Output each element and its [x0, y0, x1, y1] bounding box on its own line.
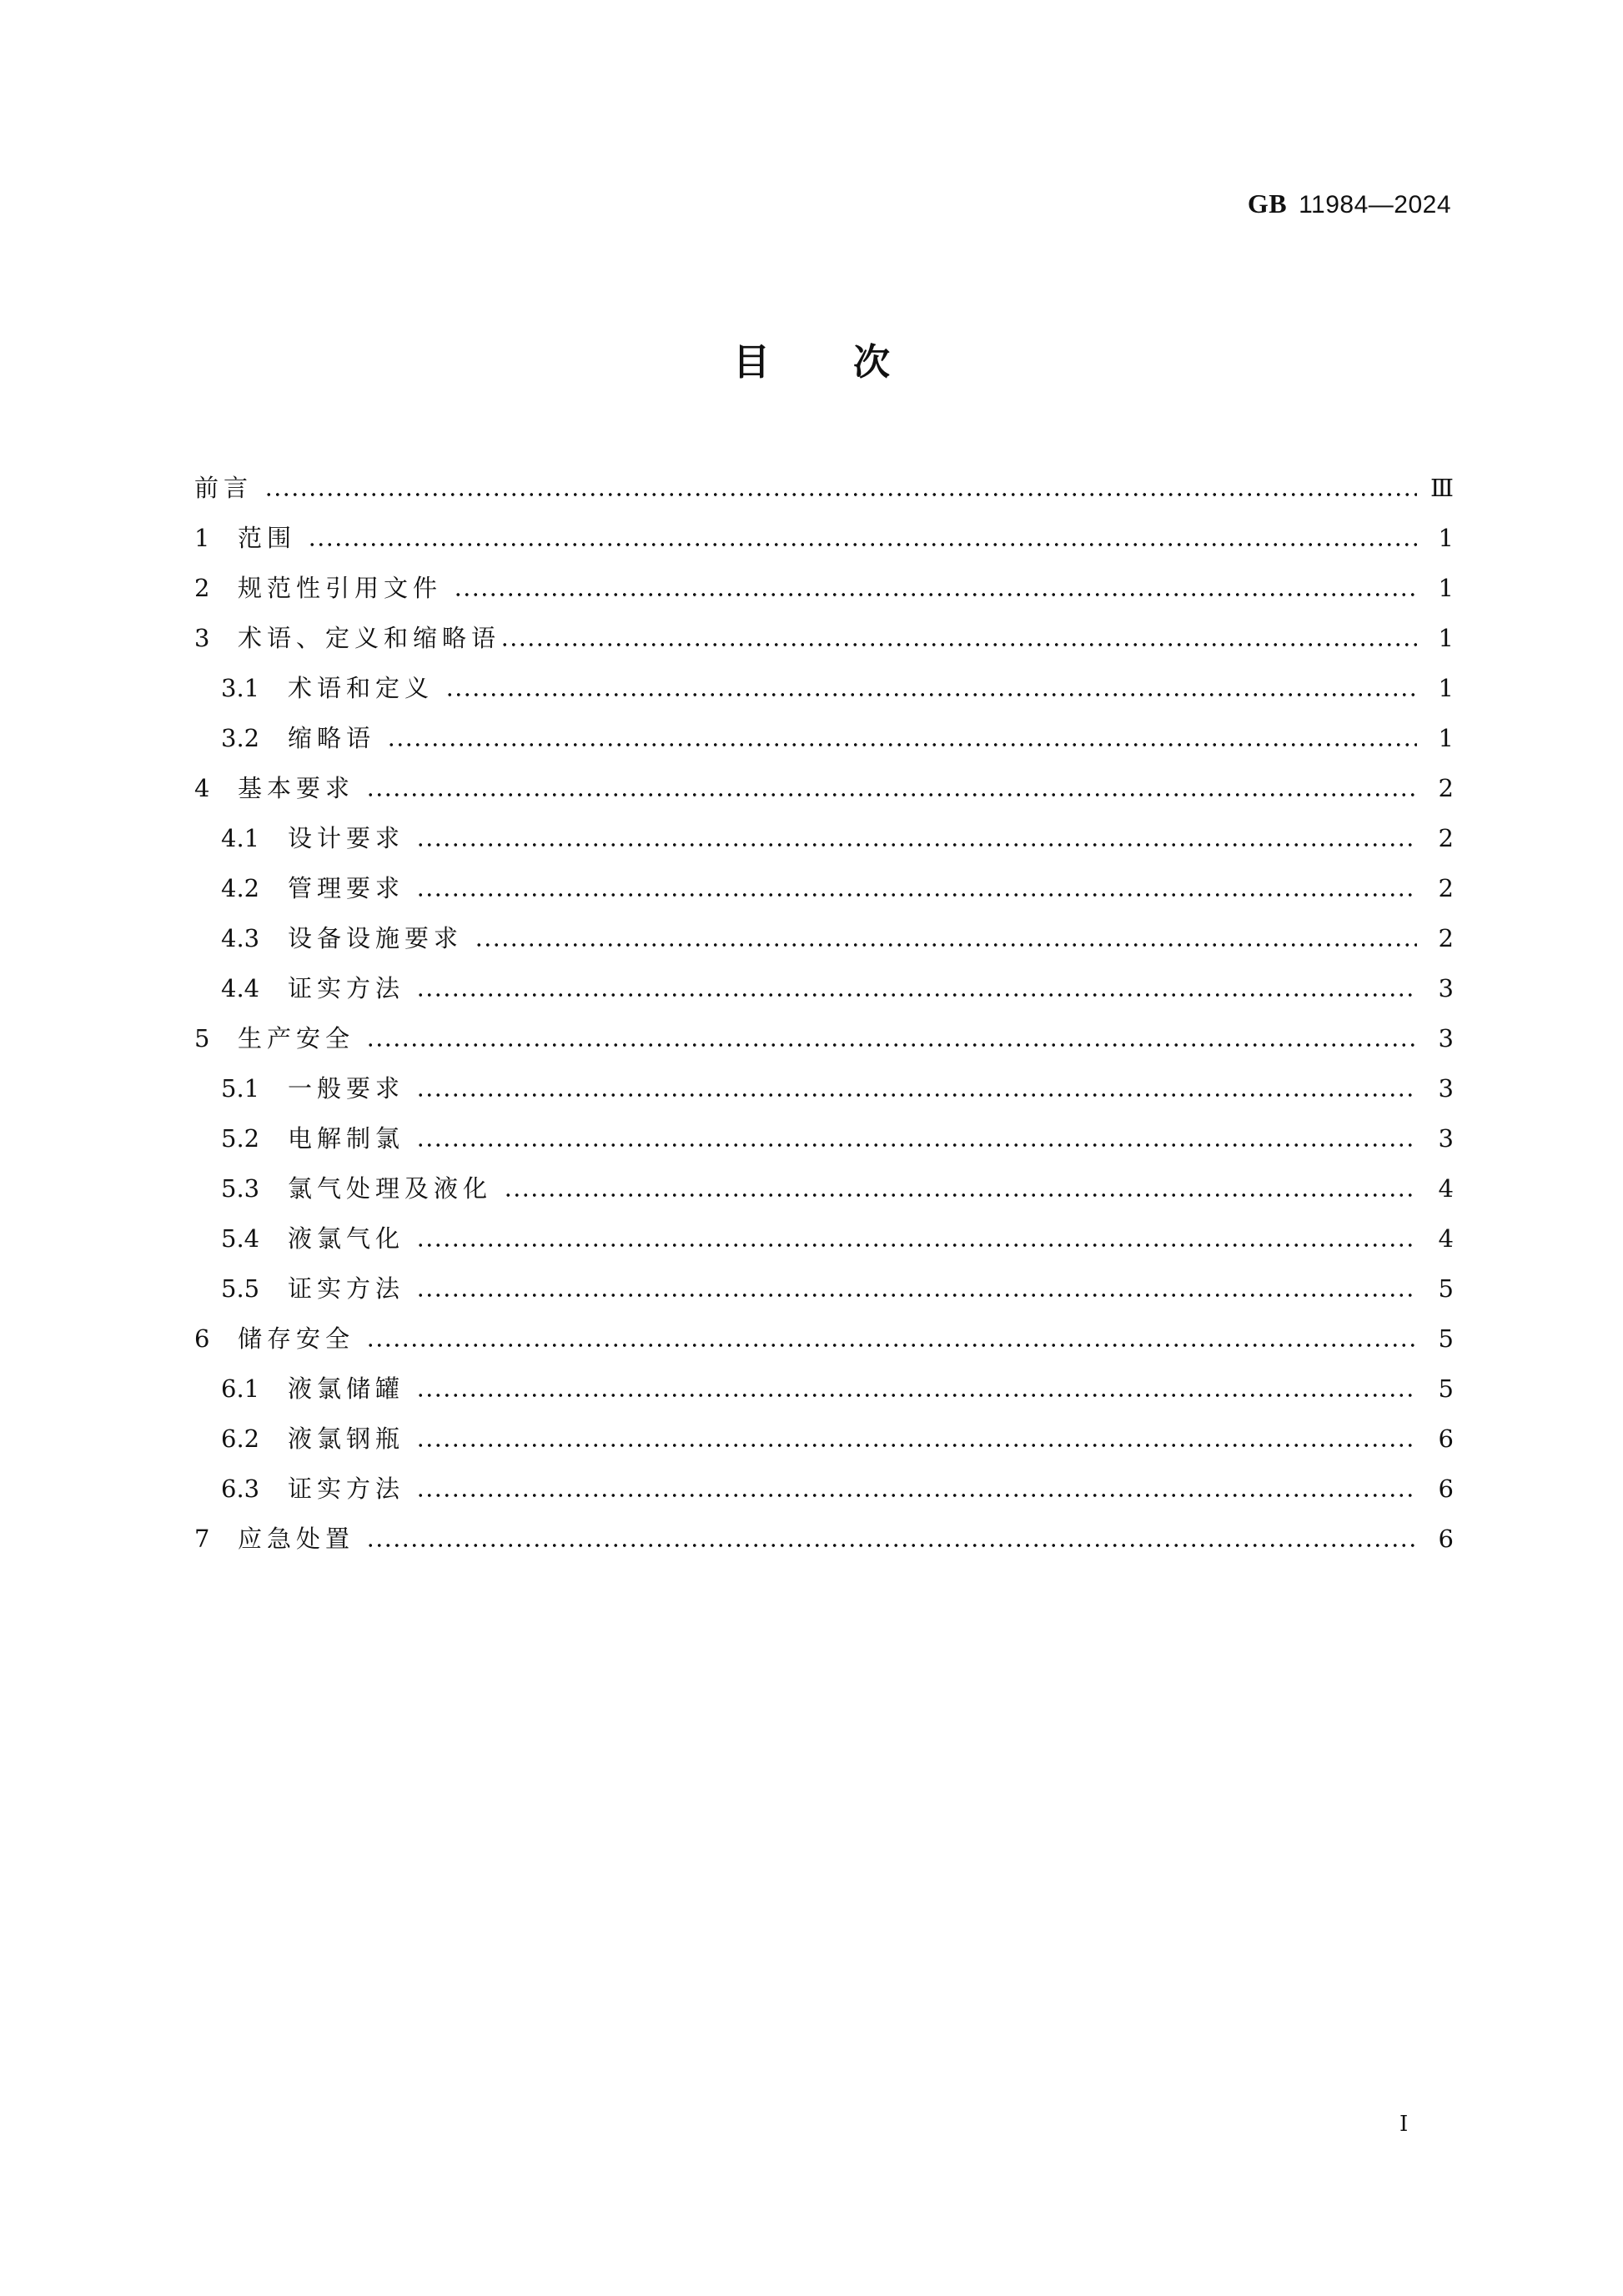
dot-leader	[416, 1093, 1417, 1097]
toc-entry-number: 5.2	[221, 1124, 260, 1153]
dot-leader	[475, 943, 1417, 947]
toc-entry-label: 术语、定义和缩略语	[238, 624, 501, 652]
dot-leader	[416, 1444, 1417, 1447]
toc-entry-5-1[interactable]	[194, 1063, 1454, 1113]
toc-entry-number: 6.3	[221, 1475, 260, 1503]
toc-entry-page: 2	[1438, 924, 1454, 952]
toc-entry-page: 6	[1438, 1525, 1454, 1553]
toc-entry-5-4[interactable]	[194, 1213, 1454, 1264]
toc-entry-number: 3.1	[221, 674, 260, 702]
table-of-contents	[194, 463, 1454, 1564]
toc-entry-label: 证实方法	[288, 974, 405, 1002]
toc-entry-number: 4.2	[221, 874, 260, 902]
toc-entry-page: 1	[1438, 674, 1454, 702]
toc-entry-3-2[interactable]	[194, 713, 1454, 763]
toc-entry-page: 1	[1438, 624, 1454, 652]
toc-entry-2[interactable]	[194, 563, 1454, 613]
toc-entry-label: 基本要求	[238, 774, 355, 802]
dot-leader	[445, 693, 1417, 696]
page-title: 目次	[733, 341, 973, 384]
toc-entry-1[interactable]	[194, 513, 1454, 563]
toc-entry-label: 氯气处理及液化	[288, 1174, 493, 1203]
toc-entry-label: 电解制氯	[288, 1124, 405, 1153]
dot-leader	[416, 843, 1417, 847]
toc-entry-number: 7	[194, 1525, 210, 1553]
toc-entry-number: 3.2	[221, 724, 260, 752]
dot-leader	[416, 1494, 1417, 1497]
dot-leader	[416, 893, 1417, 897]
toc-entry-page: 3	[1438, 1074, 1454, 1103]
toc-entry-number: 6	[194, 1324, 210, 1353]
toc-entry-number: 1	[194, 524, 210, 552]
toc-entry-label: 规范性引用文件	[238, 574, 443, 602]
toc-entry-number: 3	[194, 624, 210, 652]
dot-leader	[416, 1143, 1417, 1147]
toc-entry-5[interactable]	[194, 1013, 1454, 1063]
toc-entry-label: 设备设施要求	[288, 924, 464, 952]
dot-leader	[416, 1243, 1417, 1247]
toc-entry-label: 液氯气化	[288, 1224, 405, 1253]
toc-entry-page: 5	[1438, 1274, 1454, 1303]
toc-entry-page: 6	[1438, 1424, 1454, 1453]
dot-leader	[416, 1294, 1417, 1297]
toc-entry-5-3[interactable]	[194, 1163, 1454, 1213]
toc-entry-5-2[interactable]	[194, 1113, 1454, 1163]
toc-entry-number: 5.5	[221, 1274, 260, 1303]
toc-entry-label: 管理要求	[288, 874, 405, 902]
toc-entry-number: 4.3	[221, 924, 260, 952]
toc-entry-3[interactable]	[194, 613, 1454, 663]
toc-entry-6-1[interactable]	[194, 1364, 1454, 1414]
dot-leader	[500, 643, 1417, 646]
standard-prefix: GB	[1247, 188, 1288, 219]
toc-entry-page: 5	[1438, 1324, 1454, 1353]
dot-leader	[387, 743, 1417, 746]
toc-entry-6-3[interactable]	[194, 1464, 1454, 1514]
footer-page-number: I	[1399, 2112, 1409, 2137]
dot-leader	[366, 1344, 1417, 1347]
toc-entry-6[interactable]	[194, 1314, 1454, 1364]
toc-entry-4-4[interactable]	[194, 963, 1454, 1013]
toc-entry-4-2[interactable]	[194, 863, 1454, 913]
toc-entry-page: 2	[1438, 874, 1454, 902]
toc-entry-label: 证实方法	[288, 1274, 405, 1303]
dot-leader	[366, 793, 1417, 796]
toc-entry-page: 3	[1438, 1124, 1454, 1153]
toc-entry-number: 5	[194, 1024, 210, 1053]
toc-entry-number: 5.3	[221, 1174, 260, 1203]
toc-entry-page: 2	[1438, 824, 1454, 852]
toc-entry-label: 证实方法	[288, 1475, 405, 1503]
dot-leader	[366, 1043, 1417, 1047]
toc-entry-4-1[interactable]	[194, 813, 1454, 863]
dot-leader	[504, 1193, 1417, 1197]
toc-entry-label: 液氯储罐	[288, 1374, 405, 1403]
toc-entry-label: 液氯钢瓶	[288, 1424, 405, 1453]
toc-entry-number: 5.1	[221, 1074, 260, 1103]
toc-entry-label: 一般要求	[288, 1074, 405, 1103]
toc-entry-number: 2	[194, 574, 210, 602]
toc-entry-page: 3	[1438, 974, 1454, 1002]
toc-entry-7[interactable]	[194, 1514, 1454, 1564]
standard-number: 11984—2024	[1299, 191, 1451, 219]
dot-leader	[416, 993, 1417, 997]
toc-entry-page: 1	[1438, 724, 1454, 752]
toc-entry-number: 4.1	[221, 824, 260, 852]
toc-entry-label: 缩略语	[288, 724, 376, 752]
toc-entry-number: 4.4	[221, 974, 260, 1002]
dot-leader	[308, 543, 1417, 546]
toc-entry-label: 应急处置	[238, 1525, 355, 1553]
toc-entry-page: 1	[1438, 574, 1454, 602]
toc-entry-label: 术语和定义	[288, 674, 435, 702]
toc-entry-number: 5.4	[221, 1224, 260, 1253]
toc-entry-page: 6	[1438, 1475, 1454, 1503]
toc-entry-page: Ⅲ	[1430, 474, 1454, 502]
toc-entry-label: 设计要求	[288, 824, 405, 852]
dot-leader	[264, 493, 1417, 496]
toc-entry-page: 4	[1438, 1174, 1454, 1203]
toc-entry-label: 生产安全	[238, 1024, 355, 1053]
toc-entry-number: 6.1	[221, 1374, 260, 1403]
toc-entry-label: 前言	[194, 474, 254, 502]
toc-entry-page: 5	[1438, 1374, 1454, 1403]
toc-entry-4[interactable]	[194, 763, 1454, 813]
toc-entry-4-3[interactable]	[194, 913, 1454, 963]
toc-entry-page: 2	[1438, 774, 1454, 802]
standard-code	[1248, 188, 1451, 219]
dot-leader	[416, 1394, 1417, 1397]
dot-leader	[454, 593, 1417, 596]
toc-entry-page: 3	[1438, 1024, 1454, 1053]
toc-entry-6-2[interactable]	[194, 1414, 1454, 1464]
toc-entry-number: 6.2	[221, 1424, 260, 1453]
toc-entry-label: 范围	[238, 524, 297, 552]
toc-entry-number: 4	[194, 774, 210, 802]
toc-entry-foreword[interactable]	[194, 463, 1454, 513]
toc-entry-3-1[interactable]	[194, 663, 1454, 713]
toc-entry-page: 4	[1438, 1224, 1454, 1253]
toc-entry-5-5[interactable]	[194, 1264, 1454, 1314]
dot-leader	[366, 1544, 1417, 1547]
toc-entry-label: 储存安全	[238, 1324, 355, 1353]
toc-entry-page: 1	[1438, 524, 1454, 552]
